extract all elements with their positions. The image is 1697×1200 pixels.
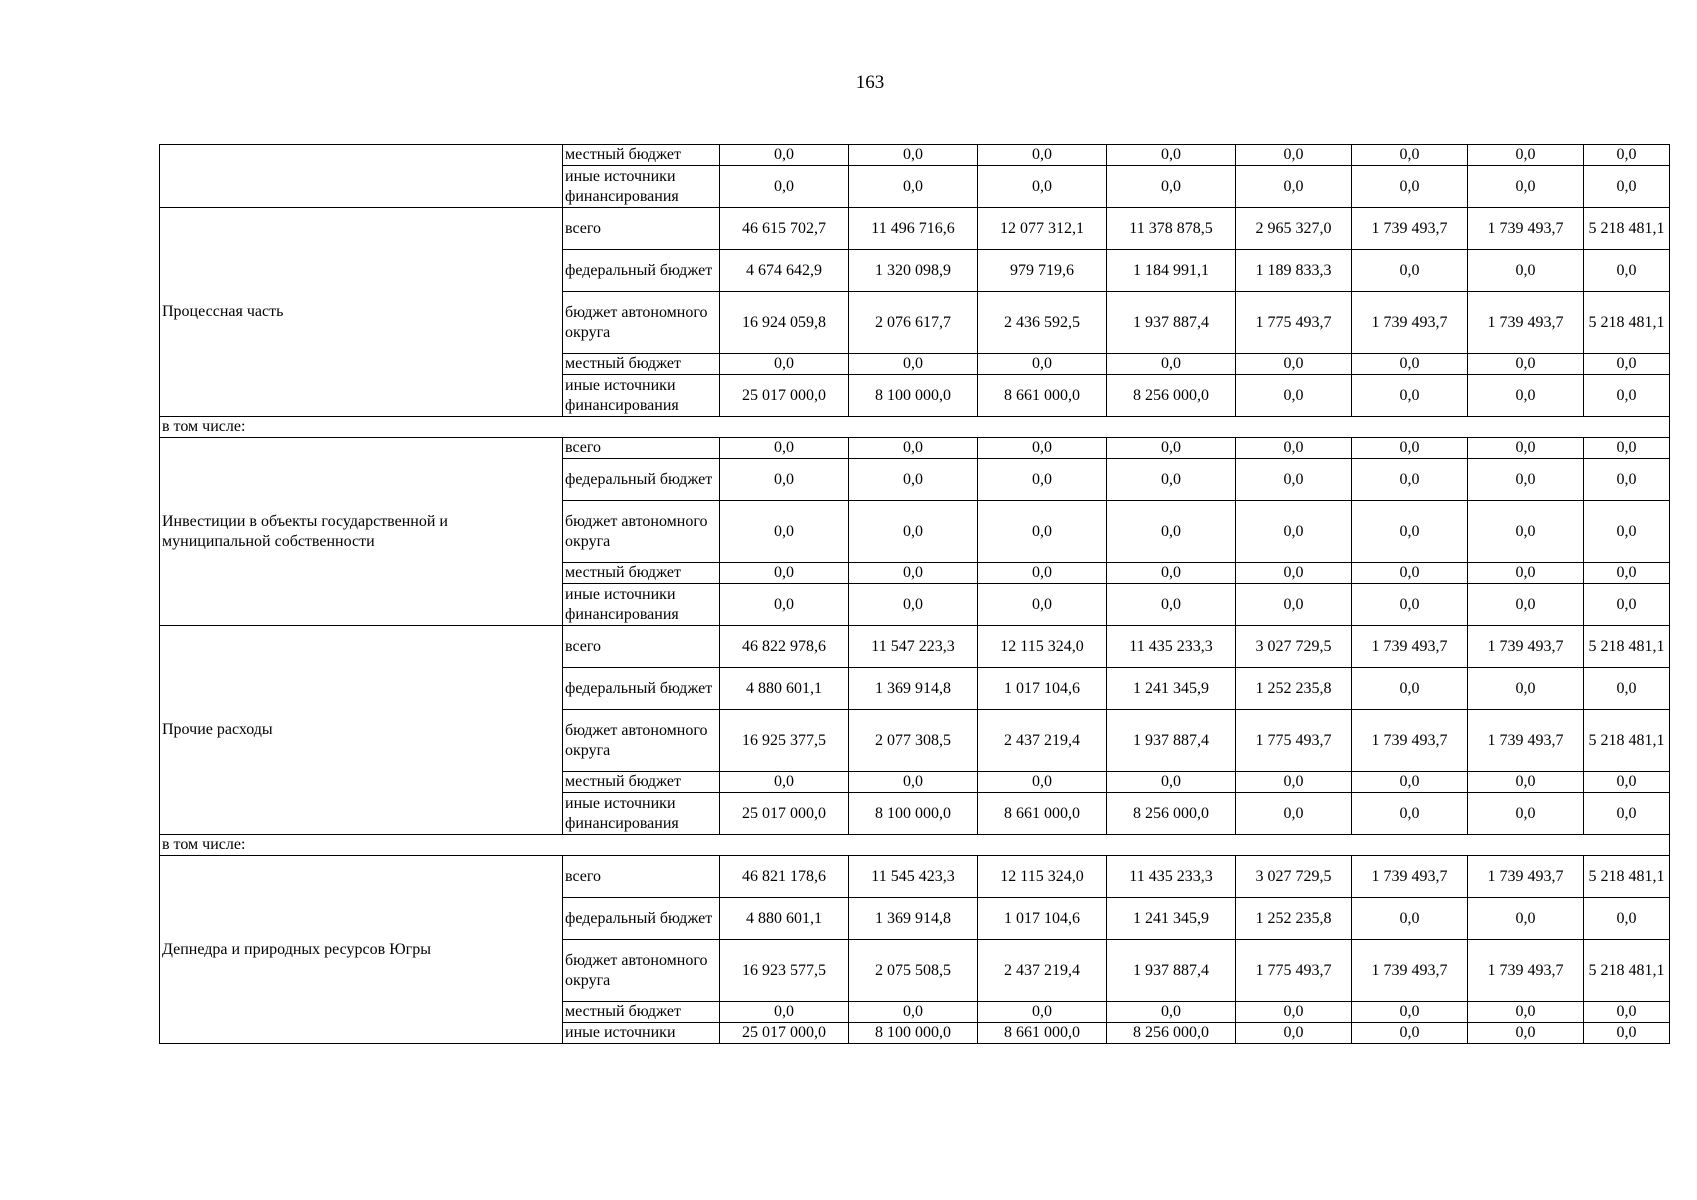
funding-source-label: иные источники финансирования bbox=[563, 793, 720, 835]
value-cell: 0,0 bbox=[1236, 501, 1352, 563]
value-cell: 5 218 481,1 bbox=[1584, 292, 1670, 354]
value-cell: 0,0 bbox=[1584, 793, 1670, 835]
value-cell: 5 218 481,1 bbox=[1584, 710, 1670, 772]
value-cell: 0,0 bbox=[720, 1002, 849, 1023]
value-cell: 0,0 bbox=[978, 145, 1107, 166]
value-cell: 0,0 bbox=[1236, 1023, 1352, 1044]
value-cell: 0,0 bbox=[1107, 584, 1236, 626]
value-cell: 25 017 000,0 bbox=[720, 375, 849, 417]
value-cell: 0,0 bbox=[1236, 375, 1352, 417]
value-cell: 8 100 000,0 bbox=[849, 1023, 978, 1044]
funding-source-label: местный бюджет bbox=[563, 772, 720, 793]
value-cell: 0,0 bbox=[1468, 668, 1584, 710]
in-that-number-label: в том числе: bbox=[160, 417, 1670, 438]
section-note-row bbox=[160, 417, 1670, 438]
value-cell: 0,0 bbox=[1352, 793, 1468, 835]
value-cell: 1 017 104,6 bbox=[978, 668, 1107, 710]
value-cell: 0,0 bbox=[1107, 459, 1236, 501]
value-cell: 1 739 493,7 bbox=[1468, 710, 1584, 772]
value-cell: 0,0 bbox=[1584, 145, 1670, 166]
value-cell: 25 017 000,0 bbox=[720, 793, 849, 835]
value-cell: 0,0 bbox=[1468, 1023, 1584, 1044]
value-cell: 1 739 493,7 bbox=[1352, 626, 1468, 668]
value-cell: 5 218 481,1 bbox=[1584, 940, 1670, 1002]
value-cell: 1 189 833,3 bbox=[1236, 250, 1352, 292]
value-cell: 0,0 bbox=[720, 166, 849, 208]
value-cell: 0,0 bbox=[1236, 145, 1352, 166]
value-cell: 1 184 991,1 bbox=[1107, 250, 1236, 292]
value-cell: 0,0 bbox=[1236, 563, 1352, 584]
value-cell: 1 320 098,9 bbox=[849, 250, 978, 292]
value-cell: 0,0 bbox=[1584, 668, 1670, 710]
value-cell: 2 437 219,4 bbox=[978, 710, 1107, 772]
value-cell: 1 252 235,8 bbox=[1236, 898, 1352, 940]
funding-source-label: федеральный бюджет bbox=[563, 459, 720, 501]
value-cell: 16 924 059,8 bbox=[720, 292, 849, 354]
value-cell: 4 880 601,1 bbox=[720, 668, 849, 710]
value-cell: 0,0 bbox=[720, 438, 849, 459]
value-cell: 1 739 493,7 bbox=[1468, 626, 1584, 668]
value-cell: 0,0 bbox=[1352, 668, 1468, 710]
value-cell: 16 923 577,5 bbox=[720, 940, 849, 1002]
value-cell: 46 822 978,6 bbox=[720, 626, 849, 668]
funding-source-label: бюджет автономного округа bbox=[563, 501, 720, 563]
value-cell: 0,0 bbox=[1584, 1023, 1670, 1044]
value-cell: 0,0 bbox=[849, 166, 978, 208]
value-cell: 4 880 601,1 bbox=[720, 898, 849, 940]
value-cell: 0,0 bbox=[1584, 250, 1670, 292]
value-cell: 0,0 bbox=[720, 772, 849, 793]
value-cell: 0,0 bbox=[849, 145, 978, 166]
value-cell: 0,0 bbox=[1236, 772, 1352, 793]
value-cell: 0,0 bbox=[849, 438, 978, 459]
value-cell: 8 256 000,0 bbox=[1107, 793, 1236, 835]
value-cell: 3 027 729,5 bbox=[1236, 856, 1352, 898]
funding-source-label: всего bbox=[563, 208, 720, 250]
value-cell: 0,0 bbox=[849, 563, 978, 584]
value-cell: 0,0 bbox=[978, 459, 1107, 501]
funding-source-label: местный бюджет bbox=[563, 145, 720, 166]
continued-name-cell bbox=[160, 145, 563, 208]
value-cell: 0,0 bbox=[849, 772, 978, 793]
value-cell: 1 739 493,7 bbox=[1468, 292, 1584, 354]
value-cell: 2 076 617,7 bbox=[849, 292, 978, 354]
value-cell: 0,0 bbox=[1468, 166, 1584, 208]
program-name: Прочие расходы bbox=[160, 626, 563, 835]
program-name: Процессная часть bbox=[160, 208, 563, 417]
funding-source-label: местный бюджет bbox=[563, 563, 720, 584]
value-cell: 1 739 493,7 bbox=[1352, 940, 1468, 1002]
value-cell: 0,0 bbox=[1468, 250, 1584, 292]
value-cell: 11 496 716,6 bbox=[849, 208, 978, 250]
funding-source-label: бюджет автономного округа bbox=[563, 940, 720, 1002]
value-cell: 0,0 bbox=[720, 459, 849, 501]
value-cell: 0,0 bbox=[1584, 459, 1670, 501]
value-cell: 8 661 000,0 bbox=[978, 1023, 1107, 1044]
table-row bbox=[160, 626, 1670, 668]
value-cell: 0,0 bbox=[1468, 375, 1584, 417]
value-cell: 0,0 bbox=[1584, 584, 1670, 626]
program-name: Инвестиции в объекты государственной и муниципальной собственности bbox=[160, 438, 563, 626]
value-cell: 2 077 308,5 bbox=[849, 710, 978, 772]
in-that-number-label: в том числе: bbox=[160, 835, 1670, 856]
funding-source-label: местный бюджет bbox=[563, 354, 720, 375]
value-cell: 0,0 bbox=[1107, 772, 1236, 793]
value-cell: 0,0 bbox=[1352, 1002, 1468, 1023]
value-cell: 0,0 bbox=[849, 584, 978, 626]
value-cell: 0,0 bbox=[1236, 166, 1352, 208]
value-cell: 0,0 bbox=[1352, 501, 1468, 563]
table-row bbox=[160, 208, 1670, 250]
value-cell: 0,0 bbox=[1584, 166, 1670, 208]
value-cell: 0,0 bbox=[849, 459, 978, 501]
value-cell: 0,0 bbox=[1352, 563, 1468, 584]
funding-source-label: всего bbox=[563, 438, 720, 459]
value-cell: 0,0 bbox=[1352, 898, 1468, 940]
value-cell: 2 436 592,5 bbox=[978, 292, 1107, 354]
value-cell: 0,0 bbox=[978, 166, 1107, 208]
value-cell: 1 937 887,4 bbox=[1107, 940, 1236, 1002]
value-cell: 0,0 bbox=[1107, 145, 1236, 166]
value-cell: 12 077 312,1 bbox=[978, 208, 1107, 250]
value-cell: 1 017 104,6 bbox=[978, 898, 1107, 940]
value-cell: 1 369 914,8 bbox=[849, 898, 978, 940]
value-cell: 0,0 bbox=[1468, 438, 1584, 459]
funding-source-label: федеральный бюджет bbox=[563, 250, 720, 292]
value-cell: 0,0 bbox=[1236, 354, 1352, 375]
value-cell: 0,0 bbox=[1236, 438, 1352, 459]
value-cell: 0,0 bbox=[1468, 459, 1584, 501]
value-cell: 11 547 223,3 bbox=[849, 626, 978, 668]
value-cell: 5 218 481,1 bbox=[1584, 208, 1670, 250]
value-cell: 1 739 493,7 bbox=[1468, 940, 1584, 1002]
funding-source-label: иные источники финансирования bbox=[563, 166, 720, 208]
value-cell: 1 369 914,8 bbox=[849, 668, 978, 710]
value-cell: 11 378 878,5 bbox=[1107, 208, 1236, 250]
funding-source-label: иные источники bbox=[563, 1023, 720, 1044]
value-cell: 0,0 bbox=[1107, 354, 1236, 375]
value-cell: 1 252 235,8 bbox=[1236, 668, 1352, 710]
value-cell: 1 775 493,7 bbox=[1236, 940, 1352, 1002]
value-cell: 0,0 bbox=[978, 563, 1107, 584]
value-cell: 46 615 702,7 bbox=[720, 208, 849, 250]
value-cell: 0,0 bbox=[1352, 145, 1468, 166]
value-cell: 0,0 bbox=[1584, 501, 1670, 563]
page-number: 163 bbox=[855, 72, 885, 93]
value-cell: 0,0 bbox=[720, 501, 849, 563]
value-cell: 0,0 bbox=[1352, 772, 1468, 793]
program-name: Депнедра и природных ресурсов Югры bbox=[160, 856, 563, 1044]
value-cell: 8 661 000,0 bbox=[978, 793, 1107, 835]
value-cell: 11 545 423,3 bbox=[849, 856, 978, 898]
value-cell: 2 075 508,5 bbox=[849, 940, 978, 1002]
value-cell: 0,0 bbox=[1107, 501, 1236, 563]
value-cell: 979 719,6 bbox=[978, 250, 1107, 292]
value-cell: 0,0 bbox=[720, 563, 849, 584]
value-cell: 1 739 493,7 bbox=[1468, 208, 1584, 250]
value-cell: 0,0 bbox=[1584, 438, 1670, 459]
value-cell: 0,0 bbox=[1236, 584, 1352, 626]
funding-source-label: всего bbox=[563, 856, 720, 898]
value-cell: 0,0 bbox=[849, 501, 978, 563]
value-cell: 1 241 345,9 bbox=[1107, 668, 1236, 710]
value-cell: 0,0 bbox=[1584, 375, 1670, 417]
value-cell: 0,0 bbox=[978, 501, 1107, 563]
value-cell: 1 739 493,7 bbox=[1352, 208, 1468, 250]
value-cell: 0,0 bbox=[1584, 1002, 1670, 1023]
value-cell: 0,0 bbox=[1352, 354, 1468, 375]
value-cell: 12 115 324,0 bbox=[978, 626, 1107, 668]
value-cell: 0,0 bbox=[849, 1002, 978, 1023]
value-cell: 0,0 bbox=[1352, 375, 1468, 417]
funding-source-label: всего bbox=[563, 626, 720, 668]
value-cell: 0,0 bbox=[1352, 438, 1468, 459]
value-cell: 0,0 bbox=[1468, 354, 1584, 375]
value-cell: 1 739 493,7 bbox=[1352, 710, 1468, 772]
value-cell: 16 925 377,5 bbox=[720, 710, 849, 772]
value-cell: 0,0 bbox=[1107, 438, 1236, 459]
value-cell: 0,0 bbox=[978, 772, 1107, 793]
value-cell: 0,0 bbox=[1468, 501, 1584, 563]
funding-source-label: бюджет автономного округа bbox=[563, 710, 720, 772]
value-cell: 0,0 bbox=[1468, 1002, 1584, 1023]
value-cell: 1 241 345,9 bbox=[1107, 898, 1236, 940]
value-cell: 0,0 bbox=[1236, 459, 1352, 501]
value-cell: 0,0 bbox=[1468, 145, 1584, 166]
value-cell: 11 435 233,3 bbox=[1107, 856, 1236, 898]
value-cell: 8 100 000,0 bbox=[849, 375, 978, 417]
value-cell: 1 739 493,7 bbox=[1352, 856, 1468, 898]
value-cell: 4 674 642,9 bbox=[720, 250, 849, 292]
funding-source-label: бюджет автономного округа bbox=[563, 292, 720, 354]
value-cell: 2 965 327,0 bbox=[1236, 208, 1352, 250]
value-cell: 2 437 219,4 bbox=[978, 940, 1107, 1002]
funding-source-label: местный бюджет bbox=[563, 1002, 720, 1023]
value-cell: 0,0 bbox=[978, 354, 1107, 375]
funding-source-label: иные источники финансирования bbox=[563, 375, 720, 417]
value-cell: 1 775 493,7 bbox=[1236, 710, 1352, 772]
value-cell: 0,0 bbox=[1352, 250, 1468, 292]
value-cell: 0,0 bbox=[1236, 793, 1352, 835]
value-cell: 46 821 178,6 bbox=[720, 856, 849, 898]
value-cell: 0,0 bbox=[1468, 584, 1584, 626]
value-cell: 0,0 bbox=[1107, 1002, 1236, 1023]
value-cell: 0,0 bbox=[1236, 1002, 1352, 1023]
value-cell: 0,0 bbox=[1468, 772, 1584, 793]
value-cell: 12 115 324,0 bbox=[978, 856, 1107, 898]
value-cell: 0,0 bbox=[1584, 354, 1670, 375]
table-body bbox=[160, 145, 1670, 1044]
value-cell: 0,0 bbox=[1352, 459, 1468, 501]
value-cell: 3 027 729,5 bbox=[1236, 626, 1352, 668]
section-note-row bbox=[160, 835, 1670, 856]
value-cell: 0,0 bbox=[978, 438, 1107, 459]
value-cell: 1 937 887,4 bbox=[1107, 710, 1236, 772]
funding-source-label: иные источники финансирования bbox=[563, 584, 720, 626]
value-cell: 0,0 bbox=[1468, 563, 1584, 584]
value-cell: 11 435 233,3 bbox=[1107, 626, 1236, 668]
value-cell: 0,0 bbox=[1468, 898, 1584, 940]
value-cell: 1 775 493,7 bbox=[1236, 292, 1352, 354]
table-row bbox=[160, 145, 1670, 166]
funding-source-label: федеральный бюджет bbox=[563, 668, 720, 710]
value-cell: 0,0 bbox=[720, 584, 849, 626]
value-cell: 0,0 bbox=[1584, 772, 1670, 793]
value-cell: 0,0 bbox=[1107, 166, 1236, 208]
value-cell: 0,0 bbox=[1352, 166, 1468, 208]
budget-table bbox=[159, 144, 1670, 1044]
value-cell: 0,0 bbox=[1584, 898, 1670, 940]
value-cell: 1 739 493,7 bbox=[1468, 856, 1584, 898]
value-cell: 0,0 bbox=[849, 354, 978, 375]
table-row bbox=[160, 856, 1670, 898]
value-cell: 1 739 493,7 bbox=[1352, 292, 1468, 354]
value-cell: 5 218 481,1 bbox=[1584, 856, 1670, 898]
value-cell: 8 661 000,0 bbox=[978, 375, 1107, 417]
value-cell: 8 256 000,0 bbox=[1107, 1023, 1236, 1044]
value-cell: 5 218 481,1 bbox=[1584, 626, 1670, 668]
value-cell: 1 937 887,4 bbox=[1107, 292, 1236, 354]
value-cell: 8 100 000,0 bbox=[849, 793, 978, 835]
value-cell: 0,0 bbox=[1352, 584, 1468, 626]
value-cell: 0,0 bbox=[720, 145, 849, 166]
value-cell: 0,0 bbox=[720, 354, 849, 375]
value-cell: 0,0 bbox=[1468, 793, 1584, 835]
value-cell: 0,0 bbox=[978, 584, 1107, 626]
value-cell: 25 017 000,0 bbox=[720, 1023, 849, 1044]
value-cell: 0,0 bbox=[978, 1002, 1107, 1023]
value-cell: 0,0 bbox=[1584, 563, 1670, 584]
value-cell: 0,0 bbox=[1107, 563, 1236, 584]
funding-source-label: федеральный бюджет bbox=[563, 898, 720, 940]
value-cell: 8 256 000,0 bbox=[1107, 375, 1236, 417]
table-row bbox=[160, 438, 1670, 459]
value-cell: 0,0 bbox=[1352, 1023, 1468, 1044]
